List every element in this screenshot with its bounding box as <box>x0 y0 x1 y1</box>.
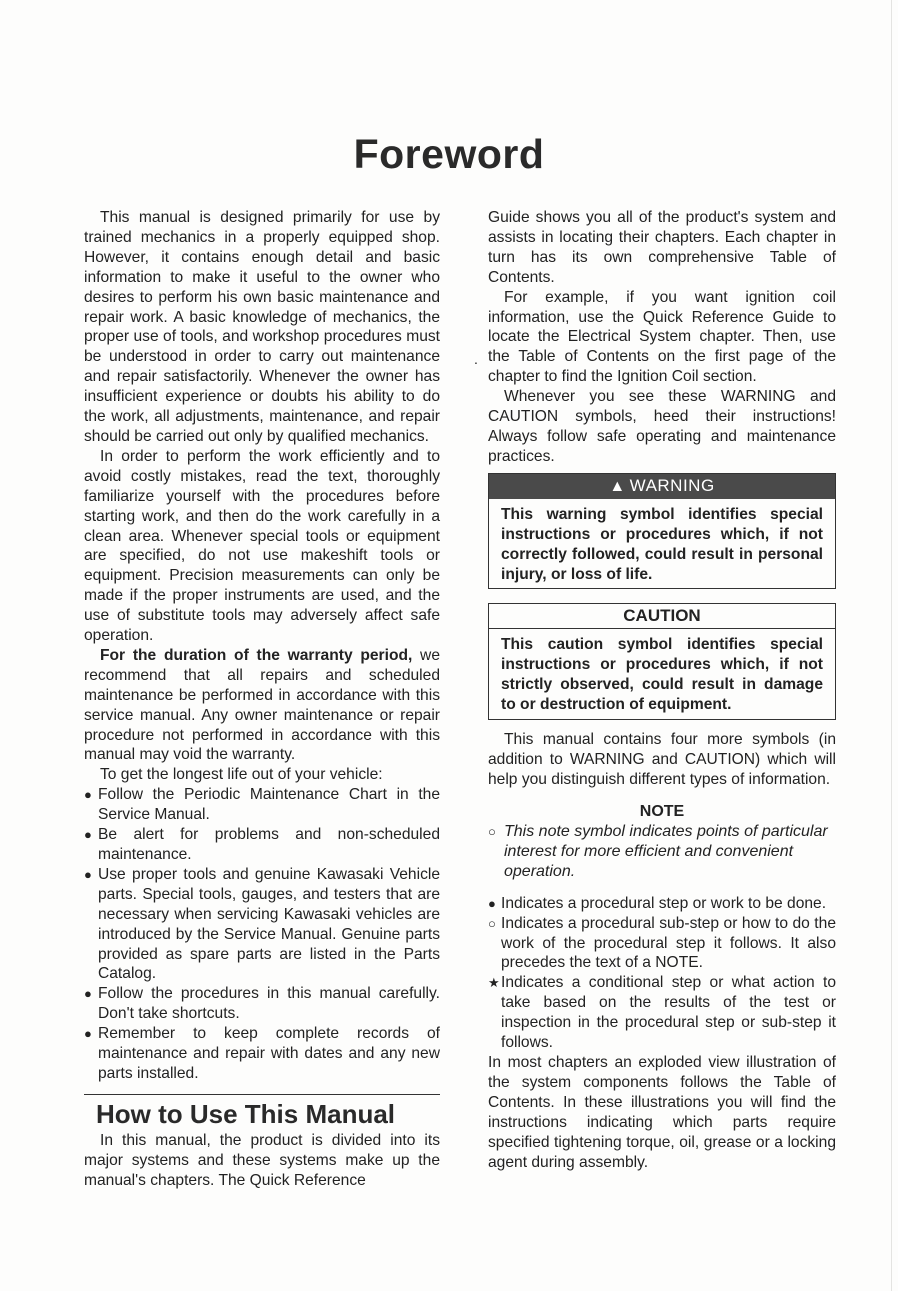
example-paragraph: For example, if you want ignition coil information, use the Quick Reference Guide to locate the Electrical System chapter. Then, use the Table of Contents on the first page of the chapter to find the Ignition Coil section. <box>488 288 836 386</box>
caution-title: CAUTION <box>489 604 835 629</box>
section-title: How to Use This Manual <box>84 1094 440 1131</box>
efficiency-paragraph: In order to perform the work efficiently and to avoid costly mistakes, read the text, thoroughly familiarize yourself with the procedures before starting work, and then do the work carefully in a clean area. Whenever special tools or equipment are specified, do not use makeshift tools or equipment. Precision measurements can only be made if the proper instruments are used, and the use of substitute tools may adversely affect safe operation. <box>84 447 440 645</box>
list-item: ● Follow the Periodic Maintenance Chart in the Service Manual. <box>84 785 440 825</box>
step-mark: ● <box>488 895 496 911</box>
left-column <box>84 208 440 1191</box>
warranty-bold: For the duration of the warranty period, <box>100 646 413 664</box>
exploded-view-paragraph: In most chapters an exploded view illustration of the system components follows the Table of Contents. In these illustrations you will find the instructions indicating which parts require specified tightening torque, oil, grease or a locking agent during assembly. <box>488 1054 836 1171</box>
note-text: ○ This note symbol indicates points of particular interest for more efficient and convenient operation. <box>488 822 836 882</box>
warning-box <box>488 473 836 590</box>
conditional-mark: ★ <box>488 975 500 991</box>
list-item: ● Indicates a procedural step or work to be done. <box>488 894 827 912</box>
symbols-paragraph: Whenever you see these WARNING and CAUTION symbols, heed their instructions! Always follow safe operating and maintenance practices. <box>488 388 836 465</box>
page-edge <box>891 0 892 1291</box>
page-title: Foreword <box>353 131 545 178</box>
warning-text: This warning symbol identifies special instructions or procedures which, if not correctly followed, could result in personal injury, or loss of life. <box>501 505 823 583</box>
right-column <box>488 208 836 1172</box>
list-item: ● Use proper tools and genuine Kawasaki Vehicle parts. Special tools, gauges, and testers that are necessary when servicing Kawasaki vehicles are introduced by the Service Manual. Genuine parts provided as spare parts are listed in the Parts Catalog. <box>84 865 440 984</box>
list-item: ● Remember to keep complete records of maintenance and repair with dates and any new parts installed. <box>84 1024 440 1084</box>
list-item: ○ Indicates a procedural sub-step or how to do the work of the procedural step it follows. It also precedes the text of a NOTE. <box>488 914 836 972</box>
warning-title: WARNING <box>629 475 715 495</box>
list-item: ● Follow the procedures in this manual carefully. Don't take shortcuts. <box>84 984 440 1024</box>
warranty-paragraph <box>84 646 440 765</box>
four-symbols-paragraph: This manual contains four more symbols (in addition to WARNING and CAUTION) which will help you distinguish different types of information. <box>488 731 836 788</box>
warning-header <box>489 474 835 499</box>
caution-text: This caution symbol identifies special instructions or procedures which, if not strictly observed, could result in damage to or destruction of equipment. <box>501 636 823 714</box>
list-item: ★ Indicates a conditional step or what action to take based on the results of the test or inspection in the procedural step or sub-step it follows. <box>488 974 836 1052</box>
symbols-list <box>488 894 836 1053</box>
warranty-rest: we recommend that all repairs and scheduled maintenance be performed in accordance with this service manual. Any owner maintenance or repair procedure not performed in accordance with this manual may void the warranty. <box>84 646 440 764</box>
tips-list <box>84 785 440 1084</box>
list-item: ● Be alert for problems and non-scheduled maintenance. <box>84 825 440 865</box>
substep-mark: ○ <box>488 915 496 931</box>
note-title: NOTE <box>639 802 685 820</box>
warning-triangle-icon: ▲ <box>609 477 626 495</box>
stray-dot: . <box>474 351 478 367</box>
longest-life-paragraph: To get the longest life out of your vehicle: <box>100 766 383 784</box>
how-to-paragraph: In this manual, the product is divided into its major systems and these systems make up the manual's chapters. The Quick Reference <box>84 1131 440 1189</box>
guide-paragraph: Guide shows you all of the product's system and assists in locating their chapters. Each chapter in turn has its own comprehensive Table of Contents. <box>488 209 836 286</box>
intro-paragraph: This manual is designed primarily for use by trained mechanics in a properly equipped shop. However, it contains enough detail and basic information to make it useful to the owner who desires to perform his own basic maintenance and repair work. A basic knowledge of mechanics, the proper use of tools, and workshop procedures must be understood in order to carry out maintenance and repair satisfactorily. Whenever the owner has insufficient experience or doubts his ability to do the work, all adjustments, maintenance, and repair should be carried out only by qualified mechanics. <box>84 209 440 445</box>
caution-box <box>488 603 836 720</box>
